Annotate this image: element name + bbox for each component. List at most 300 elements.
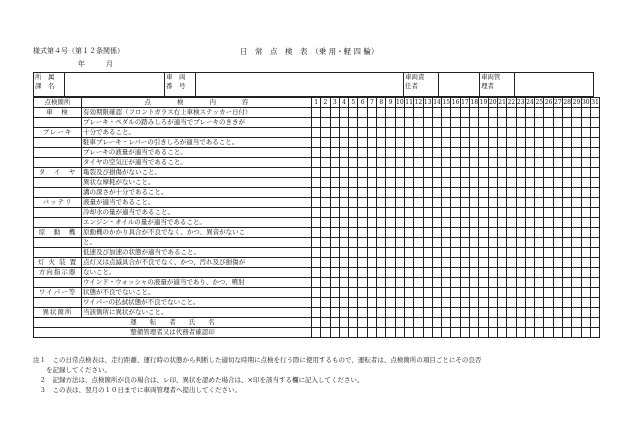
check-cell[interactable] — [349, 268, 358, 278]
check-cell[interactable] — [563, 168, 572, 178]
check-cell[interactable] — [339, 248, 348, 258]
check-cell[interactable] — [321, 268, 330, 278]
check-cell[interactable] — [395, 218, 404, 228]
check-cell[interactable] — [423, 238, 432, 248]
check-cell[interactable] — [321, 208, 330, 218]
check-cell[interactable] — [544, 178, 553, 188]
check-cell[interactable] — [367, 128, 376, 138]
check-cell[interactable] — [470, 198, 479, 208]
signature-cell[interactable] — [442, 328, 451, 338]
check-cell[interactable] — [367, 258, 376, 268]
signature-cell[interactable] — [386, 318, 395, 328]
check-cell[interactable] — [349, 158, 358, 168]
check-cell[interactable] — [590, 248, 599, 258]
check-cell[interactable] — [525, 228, 534, 238]
check-cell[interactable] — [321, 168, 330, 178]
check-cell[interactable] — [488, 148, 497, 158]
check-cell[interactable] — [414, 218, 423, 228]
check-cell[interactable] — [590, 178, 599, 188]
check-cell[interactable] — [581, 218, 590, 228]
check-cell[interactable] — [386, 118, 395, 128]
check-cell[interactable] — [479, 178, 488, 188]
check-cell[interactable] — [590, 238, 599, 248]
check-cell[interactable] — [572, 108, 581, 118]
check-cell[interactable] — [460, 228, 469, 238]
check-cell[interactable] — [525, 118, 534, 128]
check-cell[interactable] — [414, 108, 423, 118]
check-cell[interactable] — [581, 258, 590, 268]
check-cell[interactable] — [386, 228, 395, 238]
signature-cell[interactable] — [581, 328, 590, 338]
check-cell[interactable] — [423, 298, 432, 308]
check-cell[interactable] — [395, 248, 404, 258]
check-cell[interactable] — [395, 108, 404, 118]
check-cell[interactable] — [358, 278, 367, 288]
check-cell[interactable] — [488, 198, 497, 208]
check-cell[interactable] — [516, 218, 525, 228]
check-cell[interactable] — [414, 258, 423, 268]
signature-cell[interactable] — [349, 318, 358, 328]
check-cell[interactable] — [460, 148, 469, 158]
check-cell[interactable] — [423, 128, 432, 138]
check-cell[interactable] — [395, 278, 404, 288]
check-cell[interactable] — [451, 308, 460, 318]
check-cell[interactable] — [395, 138, 404, 148]
check-cell[interactable] — [460, 258, 469, 268]
check-cell[interactable] — [432, 198, 441, 208]
check-cell[interactable] — [581, 108, 590, 118]
check-cell[interactable] — [395, 128, 404, 138]
check-cell[interactable] — [525, 168, 534, 178]
check-cell[interactable] — [572, 168, 581, 178]
signature-cell[interactable] — [377, 328, 386, 338]
check-cell[interactable] — [451, 108, 460, 118]
check-cell[interactable] — [386, 248, 395, 258]
check-cell[interactable] — [414, 308, 423, 318]
check-cell[interactable] — [321, 228, 330, 238]
check-cell[interactable] — [432, 288, 441, 298]
check-cell[interactable] — [553, 188, 562, 198]
signature-cell[interactable] — [321, 328, 330, 338]
check-cell[interactable] — [432, 108, 441, 118]
check-cell[interactable] — [460, 198, 469, 208]
check-cell[interactable] — [460, 138, 469, 148]
check-cell[interactable] — [339, 118, 348, 128]
check-cell[interactable] — [377, 188, 386, 198]
check-cell[interactable] — [479, 188, 488, 198]
check-cell[interactable] — [488, 298, 497, 308]
check-cell[interactable] — [497, 168, 506, 178]
check-cell[interactable] — [507, 298, 516, 308]
check-cell[interactable] — [479, 248, 488, 258]
check-cell[interactable] — [581, 238, 590, 248]
check-cell[interactable] — [358, 198, 367, 208]
check-cell[interactable] — [451, 228, 460, 238]
check-cell[interactable] — [414, 118, 423, 128]
check-cell[interactable] — [451, 158, 460, 168]
check-cell[interactable] — [553, 218, 562, 228]
check-cell[interactable] — [414, 228, 423, 238]
check-cell[interactable] — [553, 258, 562, 268]
check-cell[interactable] — [339, 178, 348, 188]
check-cell[interactable] — [535, 198, 544, 208]
check-cell[interactable] — [535, 218, 544, 228]
check-cell[interactable] — [321, 238, 330, 248]
check-cell[interactable] — [395, 208, 404, 218]
signature-cell[interactable] — [312, 318, 321, 328]
check-cell[interactable] — [544, 108, 553, 118]
check-cell[interactable] — [544, 268, 553, 278]
check-cell[interactable] — [451, 178, 460, 188]
check-cell[interactable] — [395, 308, 404, 318]
check-cell[interactable] — [330, 248, 339, 258]
check-cell[interactable] — [507, 118, 516, 128]
check-cell[interactable] — [590, 148, 599, 158]
check-cell[interactable] — [358, 108, 367, 118]
check-cell[interactable] — [470, 248, 479, 258]
check-cell[interactable] — [590, 168, 599, 178]
check-cell[interactable] — [358, 308, 367, 318]
check-cell[interactable] — [470, 148, 479, 158]
check-cell[interactable] — [451, 278, 460, 288]
signature-cell[interactable] — [563, 318, 572, 328]
signature-cell[interactable] — [451, 318, 460, 328]
affiliation-field[interactable] — [65, 73, 165, 97]
check-cell[interactable] — [358, 148, 367, 158]
check-cell[interactable] — [535, 268, 544, 278]
check-cell[interactable] — [312, 168, 321, 178]
check-cell[interactable] — [349, 168, 358, 178]
check-cell[interactable] — [349, 308, 358, 318]
check-cell[interactable] — [414, 298, 423, 308]
check-cell[interactable] — [330, 288, 339, 298]
signature-cell[interactable] — [535, 328, 544, 338]
signature-cell[interactable] — [572, 318, 581, 328]
check-cell[interactable] — [349, 228, 358, 238]
check-cell[interactable] — [497, 308, 506, 318]
check-cell[interactable] — [497, 148, 506, 158]
check-cell[interactable] — [349, 238, 358, 248]
check-cell[interactable] — [553, 208, 562, 218]
check-cell[interactable] — [581, 288, 590, 298]
check-cell[interactable] — [553, 168, 562, 178]
check-cell[interactable] — [525, 128, 534, 138]
check-cell[interactable] — [563, 288, 572, 298]
check-cell[interactable] — [321, 298, 330, 308]
check-cell[interactable] — [497, 158, 506, 168]
signature-cell[interactable] — [339, 328, 348, 338]
check-cell[interactable] — [349, 298, 358, 308]
check-cell[interactable] — [312, 138, 321, 148]
check-cell[interactable] — [497, 248, 506, 258]
check-cell[interactable] — [563, 228, 572, 238]
check-cell[interactable] — [525, 288, 534, 298]
check-cell[interactable] — [507, 128, 516, 138]
check-cell[interactable] — [451, 258, 460, 268]
check-cell[interactable] — [572, 128, 581, 138]
check-cell[interactable] — [339, 298, 348, 308]
check-cell[interactable] — [423, 208, 432, 218]
check-cell[interactable] — [339, 238, 348, 248]
check-cell[interactable] — [516, 198, 525, 208]
check-cell[interactable] — [553, 248, 562, 258]
check-cell[interactable] — [563, 128, 572, 138]
check-cell[interactable] — [488, 178, 497, 188]
check-cell[interactable] — [553, 238, 562, 248]
check-cell[interactable] — [423, 198, 432, 208]
check-cell[interactable] — [358, 138, 367, 148]
check-cell[interactable] — [535, 168, 544, 178]
check-cell[interactable] — [516, 308, 525, 318]
check-cell[interactable] — [386, 148, 395, 158]
check-cell[interactable] — [442, 198, 451, 208]
check-cell[interactable] — [544, 218, 553, 228]
signature-cell[interactable] — [460, 318, 469, 328]
check-cell[interactable] — [544, 238, 553, 248]
check-cell[interactable] — [535, 148, 544, 158]
check-cell[interactable] — [470, 268, 479, 278]
signature-cell[interactable] — [460, 328, 469, 338]
signature-cell[interactable] — [544, 318, 553, 328]
check-cell[interactable] — [572, 138, 581, 148]
check-cell[interactable] — [525, 188, 534, 198]
check-cell[interactable] — [330, 258, 339, 268]
check-cell[interactable] — [395, 288, 404, 298]
check-cell[interactable] — [590, 288, 599, 298]
signature-cell[interactable] — [470, 318, 479, 328]
check-cell[interactable] — [339, 158, 348, 168]
check-cell[interactable] — [358, 288, 367, 298]
check-cell[interactable] — [535, 138, 544, 148]
check-cell[interactable] — [404, 218, 413, 228]
check-cell[interactable] — [312, 248, 321, 258]
check-cell[interactable] — [497, 298, 506, 308]
check-cell[interactable] — [349, 118, 358, 128]
check-cell[interactable] — [442, 188, 451, 198]
check-cell[interactable] — [479, 258, 488, 268]
check-cell[interactable] — [470, 178, 479, 188]
check-cell[interactable] — [404, 118, 413, 128]
check-cell[interactable] — [507, 208, 516, 218]
check-cell[interactable] — [497, 128, 506, 138]
check-cell[interactable] — [479, 208, 488, 218]
check-cell[interactable] — [432, 238, 441, 248]
check-cell[interactable] — [563, 118, 572, 128]
check-cell[interactable] — [507, 178, 516, 188]
check-cell[interactable] — [460, 218, 469, 228]
check-cell[interactable] — [451, 148, 460, 158]
check-cell[interactable] — [516, 188, 525, 198]
check-cell[interactable] — [516, 298, 525, 308]
check-cell[interactable] — [553, 228, 562, 238]
check-cell[interactable] — [367, 278, 376, 288]
check-cell[interactable] — [563, 188, 572, 198]
check-cell[interactable] — [544, 128, 553, 138]
check-cell[interactable] — [442, 228, 451, 238]
check-cell[interactable] — [404, 168, 413, 178]
check-cell[interactable] — [479, 168, 488, 178]
check-cell[interactable] — [367, 298, 376, 308]
check-cell[interactable] — [386, 138, 395, 148]
check-cell[interactable] — [581, 138, 590, 148]
check-cell[interactable] — [312, 158, 321, 168]
check-cell[interactable] — [516, 178, 525, 188]
check-cell[interactable] — [423, 268, 432, 278]
check-cell[interactable] — [414, 188, 423, 198]
check-cell[interactable] — [349, 188, 358, 198]
check-cell[interactable] — [395, 118, 404, 128]
signature-cell[interactable] — [470, 328, 479, 338]
check-cell[interactable] — [507, 238, 516, 248]
check-cell[interactable] — [590, 128, 599, 138]
check-cell[interactable] — [535, 118, 544, 128]
check-cell[interactable] — [525, 238, 534, 248]
check-cell[interactable] — [470, 228, 479, 238]
check-cell[interactable] — [451, 298, 460, 308]
check-cell[interactable] — [535, 278, 544, 288]
check-cell[interactable] — [330, 228, 339, 238]
check-cell[interactable] — [563, 208, 572, 218]
signature-cell[interactable] — [432, 318, 441, 328]
check-cell[interactable] — [488, 278, 497, 288]
check-cell[interactable] — [339, 218, 348, 228]
check-cell[interactable] — [423, 288, 432, 298]
check-cell[interactable] — [386, 108, 395, 118]
check-cell[interactable] — [367, 228, 376, 238]
signature-cell[interactable] — [497, 328, 506, 338]
check-cell[interactable] — [590, 108, 599, 118]
check-cell[interactable] — [442, 218, 451, 228]
check-cell[interactable] — [516, 268, 525, 278]
check-cell[interactable] — [470, 108, 479, 118]
check-cell[interactable] — [395, 228, 404, 238]
check-cell[interactable] — [330, 238, 339, 248]
check-cell[interactable] — [535, 158, 544, 168]
check-cell[interactable] — [423, 168, 432, 178]
check-cell[interactable] — [460, 118, 469, 128]
check-cell[interactable] — [312, 188, 321, 198]
check-cell[interactable] — [377, 118, 386, 128]
signature-cell[interactable] — [414, 318, 423, 328]
check-cell[interactable] — [377, 238, 386, 248]
vehicle-manager-seal[interactable] — [515, 73, 594, 97]
check-cell[interactable] — [470, 128, 479, 138]
check-cell[interactable] — [544, 148, 553, 158]
check-cell[interactable] — [432, 168, 441, 178]
check-cell[interactable] — [581, 248, 590, 258]
signature-cell[interactable] — [330, 318, 339, 328]
check-cell[interactable] — [367, 288, 376, 298]
check-cell[interactable] — [470, 298, 479, 308]
check-cell[interactable] — [497, 188, 506, 198]
check-cell[interactable] — [330, 138, 339, 148]
check-cell[interactable] — [367, 178, 376, 188]
check-cell[interactable] — [507, 168, 516, 178]
signature-cell[interactable] — [358, 328, 367, 338]
check-cell[interactable] — [590, 198, 599, 208]
signature-cell[interactable] — [563, 328, 572, 338]
check-cell[interactable] — [358, 298, 367, 308]
check-cell[interactable] — [590, 298, 599, 308]
check-cell[interactable] — [497, 228, 506, 238]
check-cell[interactable] — [312, 278, 321, 288]
check-cell[interactable] — [553, 298, 562, 308]
check-cell[interactable] — [312, 228, 321, 238]
check-cell[interactable] — [516, 148, 525, 158]
check-cell[interactable] — [460, 188, 469, 198]
check-cell[interactable] — [312, 218, 321, 228]
check-cell[interactable] — [488, 128, 497, 138]
check-cell[interactable] — [423, 188, 432, 198]
check-cell[interactable] — [563, 178, 572, 188]
check-cell[interactable] — [451, 128, 460, 138]
check-cell[interactable] — [358, 208, 367, 218]
check-cell[interactable] — [563, 218, 572, 228]
check-cell[interactable] — [470, 188, 479, 198]
check-cell[interactable] — [395, 198, 404, 208]
check-cell[interactable] — [377, 178, 386, 188]
check-cell[interactable] — [553, 118, 562, 128]
check-cell[interactable] — [479, 278, 488, 288]
check-cell[interactable] — [581, 168, 590, 178]
check-cell[interactable] — [563, 268, 572, 278]
check-cell[interactable] — [470, 238, 479, 248]
check-cell[interactable] — [321, 218, 330, 228]
check-cell[interactable] — [377, 308, 386, 318]
check-cell[interactable] — [590, 228, 599, 238]
check-cell[interactable] — [470, 258, 479, 268]
check-cell[interactable] — [460, 278, 469, 288]
check-cell[interactable] — [321, 128, 330, 138]
check-cell[interactable] — [451, 268, 460, 278]
check-cell[interactable] — [339, 278, 348, 288]
check-cell[interactable] — [590, 258, 599, 268]
check-cell[interactable] — [349, 288, 358, 298]
check-cell[interactable] — [572, 188, 581, 198]
check-cell[interactable] — [404, 238, 413, 248]
check-cell[interactable] — [507, 108, 516, 118]
check-cell[interactable] — [451, 208, 460, 218]
check-cell[interactable] — [404, 128, 413, 138]
check-cell[interactable] — [544, 258, 553, 268]
check-cell[interactable] — [525, 148, 534, 158]
check-cell[interactable] — [497, 208, 506, 218]
check-cell[interactable] — [525, 158, 534, 168]
signature-cell[interactable] — [507, 328, 516, 338]
check-cell[interactable] — [312, 258, 321, 268]
check-cell[interactable] — [432, 188, 441, 198]
check-cell[interactable] — [339, 208, 348, 218]
check-cell[interactable] — [395, 268, 404, 278]
signature-cell[interactable] — [488, 328, 497, 338]
check-cell[interactable] — [516, 258, 525, 268]
check-cell[interactable] — [544, 158, 553, 168]
check-cell[interactable] — [321, 178, 330, 188]
check-cell[interactable] — [330, 148, 339, 158]
check-cell[interactable] — [312, 308, 321, 318]
signature-cell[interactable] — [544, 328, 553, 338]
check-cell[interactable] — [414, 198, 423, 208]
check-cell[interactable] — [553, 108, 562, 118]
signature-cell[interactable] — [535, 318, 544, 328]
signature-cell[interactable] — [590, 328, 599, 338]
check-cell[interactable] — [330, 108, 339, 118]
check-cell[interactable] — [451, 238, 460, 248]
check-cell[interactable] — [349, 198, 358, 208]
check-cell[interactable] — [470, 118, 479, 128]
check-cell[interactable] — [339, 148, 348, 158]
check-cell[interactable] — [479, 238, 488, 248]
